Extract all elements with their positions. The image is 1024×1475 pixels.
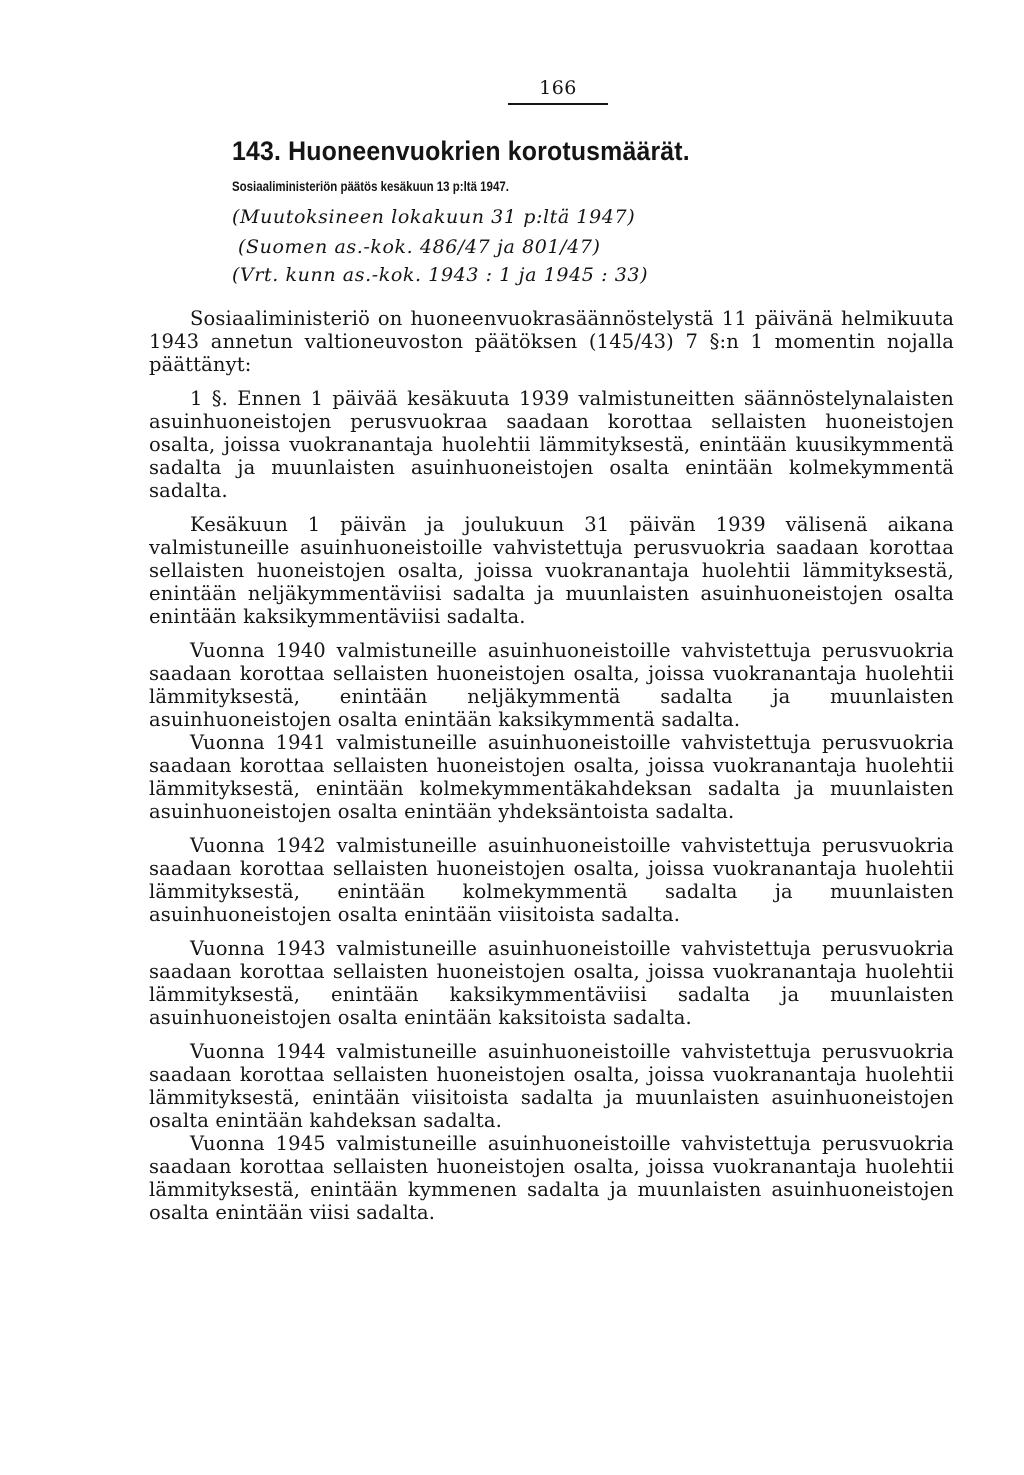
paragraph-1943: Vuonna 1943 valmistuneille asuinhuoneistoille vahvistettuja perusvuokria saadaan korottaa sellaisten huoneistojen osalta, joissa vuokranantaja huolehtii lämmityksestä, enintään kaksikymmentäviisi sadalta ja muunlaisten asuinhuoneistojen osalta enintään kaksitoista sadalta. [149,937,954,1029]
paragraph-1944: Vuonna 1944 valmistuneille asuinhuoneistoille vahvistettuja perusvuokria saadaan korottaa sellaisten huoneistojen osalta, joissa vuokranantaja huolehtii lämmityksestä, enintään viisitoista sadalta ja muunlaisten asuinhuoneistojen osalta enintään kahdeksan sadalta. [149,1040,954,1132]
paragraph-1940: Vuonna 1940 valmistuneille asuinhuoneistoille vahvistettuja perusvuokria saadaan korottaa sellaisten huoneistojen osalta, joissa vuokranantaja huolehtii lämmityksestä, enintään neljäkymmentä sadalta ja muunlaisten asuinhuoneistojen osalta enintään kaksikymmentä sadalta. [149,639,954,731]
amendment-reference: (Muutoksineen lokakuun 31 p:ltä 1947) [232,206,636,228]
section-1-paragraph: 1 §. Ennen 1 päivää kesäkuuta 1939 valmistuneitten säännöstelynalaisten asuinhuoneistojen perusvuokraa saadaan korottaa sellaisten huoneistojen osalta, joissa vuokranantaja huolehtii lämmityksestä, enintään kuusikymmentä sadalta ja muunlaisten asuinhuoneistojen osalta enintään kolmekymmentä sadalta. [149,387,954,502]
compare-reference: (Vrt. kunn as.-kok. 1943 : 1 ja 1945 : 33) [232,264,649,286]
paragraph-1941: Vuonna 1941 valmistuneille asuinhuoneistoille vahvistettuja perusvuokria saadaan korottaa sellaisten huoneistojen osalta, joissa vuokranantaja huolehtii lämmityksestä, enintään kolmekymmentäkahdeksan sadalta ja muunlaisten asuinhuoneistojen osalta enintään yhdeksäntoista sadalta. [149,731,954,823]
page-number: 166 [508,77,608,105]
paragraph-1939: Kesäkuun 1 päivän ja joulukuun 31 päivän 1939 välisenä aikana valmistuneille asuinhuoneistoille vahvistettuja perusvuokria saadaan korottaa sellaisten huoneistojen osalta, joissa vuokranantaja huolehtii lämmityksestä, enintään neljäkymmentäviisi sadalta ja muunlaisten asuinhuoneistojen osalta enintään kaksikymmentäviisi sadalta. [149,513,954,628]
statute-collection-reference: (Suomen as.-kok. 486/47 ja 801/47) [238,236,601,258]
paragraph-1942: Vuonna 1942 valmistuneille asuinhuoneistoille vahvistettuja perusvuokria saadaan korottaa sellaisten huoneistojen osalta, joissa vuokranantaja huolehtii lämmityksestä, enintään kolmekymmentä sadalta ja muunlaisten asuinhuoneistojen osalta enintään viisitoista sadalta. [149,834,954,926]
document-title: 143. Huoneenvuokrien korotusmäärät. [232,136,690,166]
intro-paragraph: Sosiaaliministeriö on huoneenvuokrasäännöstelystä 11 päivänä helmikuuta 1943 annetun valtioneuvoston päätöksen (145/43) 7 §:n 1 momentin nojalla päättänyt: [149,307,954,376]
decision-body [149,307,954,1235]
decision-source: Sosiaaliministeriön päätös kesäkuun 13 p:ltä 1947. [232,178,509,194]
paragraph-1945: Vuonna 1945 valmistuneille asuinhuoneistoille vahvistettuja perusvuokria saadaan korottaa sellaisten huoneistojen osalta, joissa vuokranantaja huolehtii lämmityksestä, enintään kymmenen sadalta ja muunlaisten asuinhuoneistojen osalta enintään viisi sadalta. [149,1132,954,1224]
